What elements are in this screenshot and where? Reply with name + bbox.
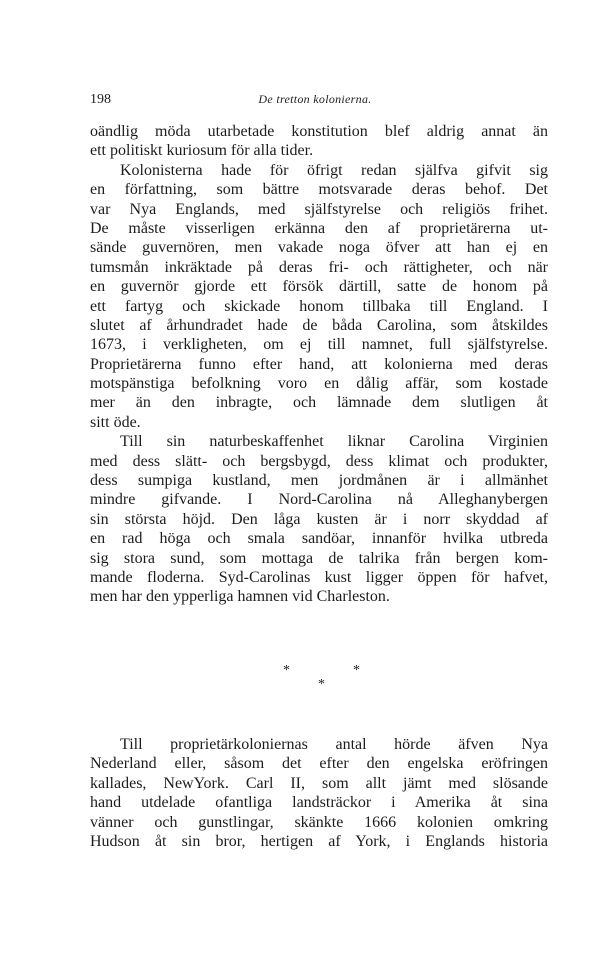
- text-line: ett politiskt kuriosum för alla tider.: [90, 142, 314, 160]
- text-line: Hudson åt sin bror, hertigen af York, i Englands historia: [90, 832, 548, 850]
- text-line: Proprietärerna funno efter hand, att kolonierna med deras: [90, 355, 548, 373]
- asterisk: *: [283, 663, 290, 678]
- text-line: sitt öde.: [90, 413, 141, 431]
- text-line: 1673, i verkligheten, om ej till namnet, full själfstyrelse.: [90, 336, 548, 354]
- main-text-block: [90, 122, 548, 607]
- text-line: var Nya Englands, med själfstyrelse och religiös frihet.: [90, 200, 548, 218]
- text-line: sin största höjd. Den låga kusten är i norr skyddad af: [90, 510, 548, 528]
- text-line: dess sumpiga kustland, men jordmånen är i allmänhet: [90, 472, 548, 490]
- asterisk: *: [318, 677, 325, 692]
- text-line: ett fartyg och skickade honom tillbaka till England. I: [90, 297, 548, 315]
- text-line: en rad höga och smala sandöar, innanför hvilka utbreda: [90, 530, 548, 548]
- text-line: mer än den inbragte, och lämnade dem slutligen åt: [90, 394, 548, 412]
- text-line: sände guvernören, men vakade noga öfver att han ej en: [90, 239, 548, 257]
- paragraph-4: [90, 735, 548, 851]
- paragraph-3: [90, 432, 548, 607]
- text-line: hand utdelade ofantliga landsträckor i Amerika åt sina: [90, 794, 548, 812]
- text-line: med dess slätt- och bergsbygd, dess klimat och produkter,: [90, 452, 548, 470]
- page-header: [90, 92, 540, 110]
- text-line: tumsmån inkräktade på deras fri- och rättigheter, och när: [90, 258, 548, 276]
- text-line: en författning, som bättre motsvarade deras behof. Det: [90, 181, 548, 199]
- page-number: 198: [90, 92, 111, 107]
- text-line: vänner och gunstlingar, skänkte 1666 kolonien omkring: [90, 813, 548, 831]
- text-line: Till sin naturbeskaffenhet liknar Carolina Virginien: [120, 433, 548, 451]
- text-line: mande floderna. Syd-Carolinas kust ligger öppen för hafvet,: [90, 568, 548, 586]
- asterisk: *: [353, 663, 360, 678]
- section-separator: [90, 664, 548, 694]
- running-title: De tretton kolonierna.: [258, 92, 372, 106]
- text-line: kallades, NewYork. Carl II, som allt jämt med slösande: [90, 774, 548, 792]
- paragraph-1: [90, 122, 548, 161]
- text-line: Nederland eller, såsom det efter den engelska eröfringen: [90, 755, 548, 773]
- text-line: Kolonisterna hade för öfrigt redan själfva gifvit sig: [120, 161, 548, 179]
- text-line: en guvernör gjorde ett försök därtill, satte de honom på: [90, 278, 548, 296]
- text-line: motspänstiga befolkning voro en dålig affär, som kostade: [90, 375, 548, 393]
- text-line: mindre gifvande. I Nord-Carolina nå Alleghanybergen: [90, 491, 548, 509]
- text-line: oändlig möda utarbetade konstitution blef aldrig annat än: [90, 123, 548, 140]
- text-line: slutet af århundradet hade de båda Carolina, som åtskildes: [90, 316, 548, 334]
- section-text-block: [90, 735, 548, 851]
- paragraph-2: [90, 161, 548, 432]
- text-line: Till proprietärkoloniernas antal hörde äfven Nya: [120, 736, 548, 753]
- text-line: De måste visserligen erkänna den af proprietärerna ut-: [90, 219, 548, 237]
- text-line: sig stora sund, som mottaga de talrika från bergen kom-: [90, 549, 548, 567]
- text-line: men har den ypperliga hamnen vid Charleston.: [90, 588, 390, 606]
